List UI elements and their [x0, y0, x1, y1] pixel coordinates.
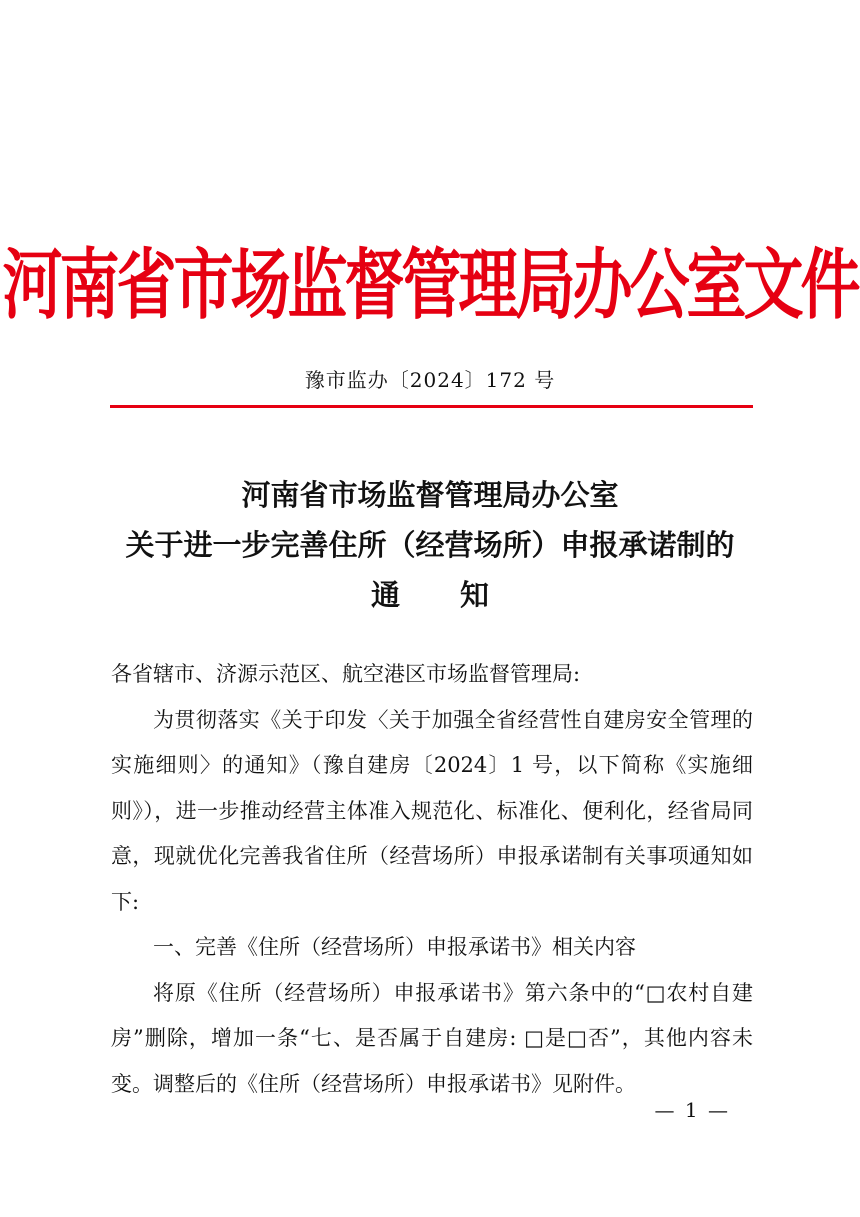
title-line-3: 通知 — [370, 578, 549, 612]
page-number: — 1 — — [654, 1098, 730, 1122]
paragraph-intro: 为贯彻落实《关于印发〈关于加强全省经营性自建房安全管理的实施细则〉的通知》（豫自建房〔2024〕1 号，以下简称《实施细则》），进一步推动经营主体准入规范化、标准化、便利化，经省局同意，现就优化完善我省住所（经营场所）申报承诺制有关事项通知如下: — [111, 707, 753, 914]
red-divider-line — [110, 405, 753, 408]
notice-title — [0, 470, 860, 620]
salutation: 各省辖市、济源示范区、航空港区市场监督管理局: — [111, 662, 581, 686]
masthead-title: 河南省市场监督管理局办公室文件 — [2, 241, 858, 331]
document-number: 豫市监办〔2024〕172 号 — [304, 368, 556, 392]
title-line-2: 关于进一步完善住所（经营场所）申报承诺制的 — [125, 528, 735, 562]
notice-body — [111, 652, 753, 1107]
paragraph-section-1: 将原《住所（经营场所）申报承诺书》第六条中的“□农村自建房”删除，增加一条“七、是否属于自建房: □是□否”，其他内容未变。调整后的《住所（经营场所）申报承诺书》见附件。 — [111, 980, 753, 1096]
title-line-1: 河南省市场监督管理局办公室 — [241, 478, 619, 512]
section-heading-1: 一、完善《住所（经营场所）申报承诺书》相关内容 — [153, 935, 636, 959]
